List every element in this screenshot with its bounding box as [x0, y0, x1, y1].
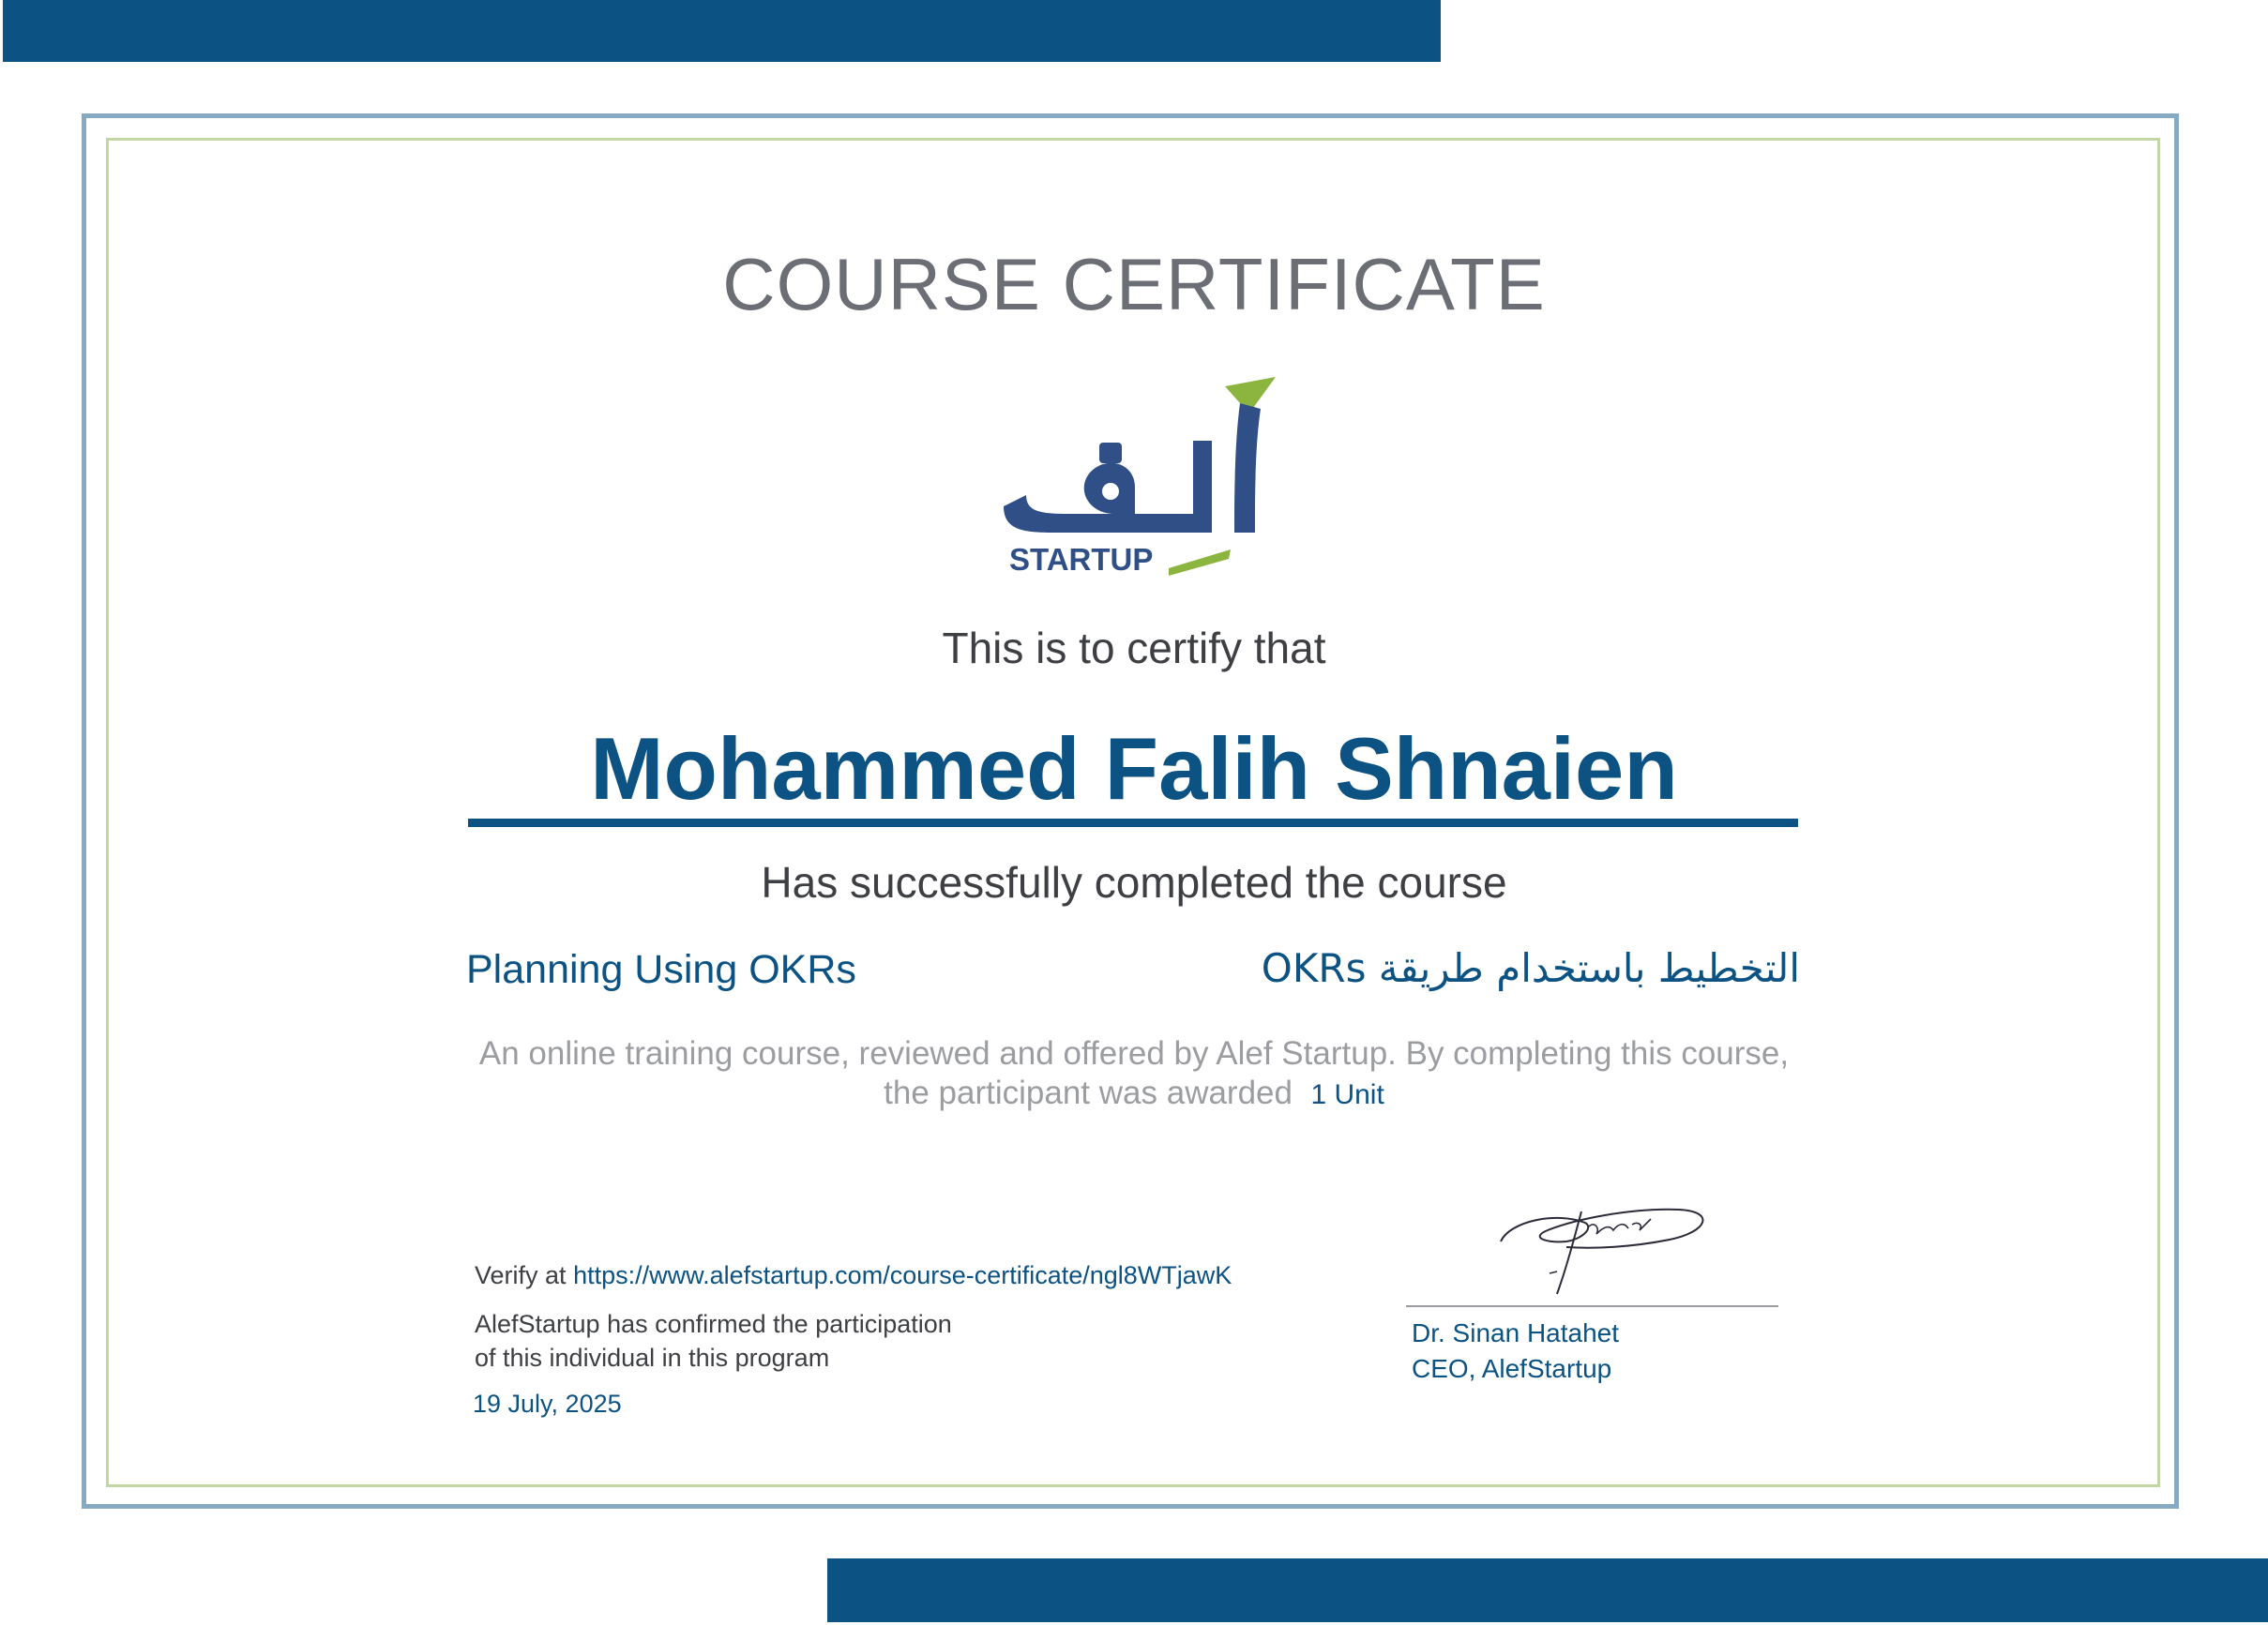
description-line-2-wrap [0, 1074, 2268, 1115]
issue-date: 19 July, 2025 [473, 1390, 622, 1418]
signer-name: Dr. Sinan Hatahet [1412, 1318, 1620, 1347]
confirmation-text [475, 1307, 952, 1375]
verify-line [475, 1261, 1232, 1290]
signature-line [1406, 1305, 1778, 1307]
recipient-name: Mohammed Falih Shnaien [590, 719, 1678, 818]
confirmation-line-1: AlefStartup has confirmed the participation [475, 1310, 952, 1338]
top-decorative-band [3, 0, 1441, 62]
signature-image [1491, 1183, 1716, 1301]
verify-url-link[interactable]: https://www.alefstartup.com/course-certificate/ngl8WTjawK [573, 1261, 1232, 1289]
alef-startup-logo [994, 375, 1276, 581]
logo-startup-text: STARTUP [1009, 542, 1154, 577]
course-name-arabic: التخطيط باستخدام طريقة OKRs [1261, 945, 1800, 991]
completed-line: Has successfully completed the course [761, 858, 1507, 907]
confirmation-line-2: of this individual in this program [475, 1344, 830, 1372]
signer-title: CEO, AlefStartup [1412, 1354, 1612, 1383]
bottom-decorative-band [827, 1558, 2268, 1622]
course-description [0, 1034, 2268, 1115]
certify-line: This is to certify that [942, 624, 1326, 672]
description-line-1: An online training course, reviewed and offered by Alef Startup. By completing this course, [478, 1035, 1790, 1072]
course-name-english: Planning Using OKRs [466, 947, 856, 992]
description-line-2: the participant was awarded [884, 1075, 1293, 1111]
name-underline [468, 819, 1798, 827]
certificate-title: COURSE CERTIFICATE [722, 243, 1546, 325]
verify-label: Verify at [475, 1261, 567, 1289]
units-awarded: 1 Unit [1310, 1079, 1384, 1110]
